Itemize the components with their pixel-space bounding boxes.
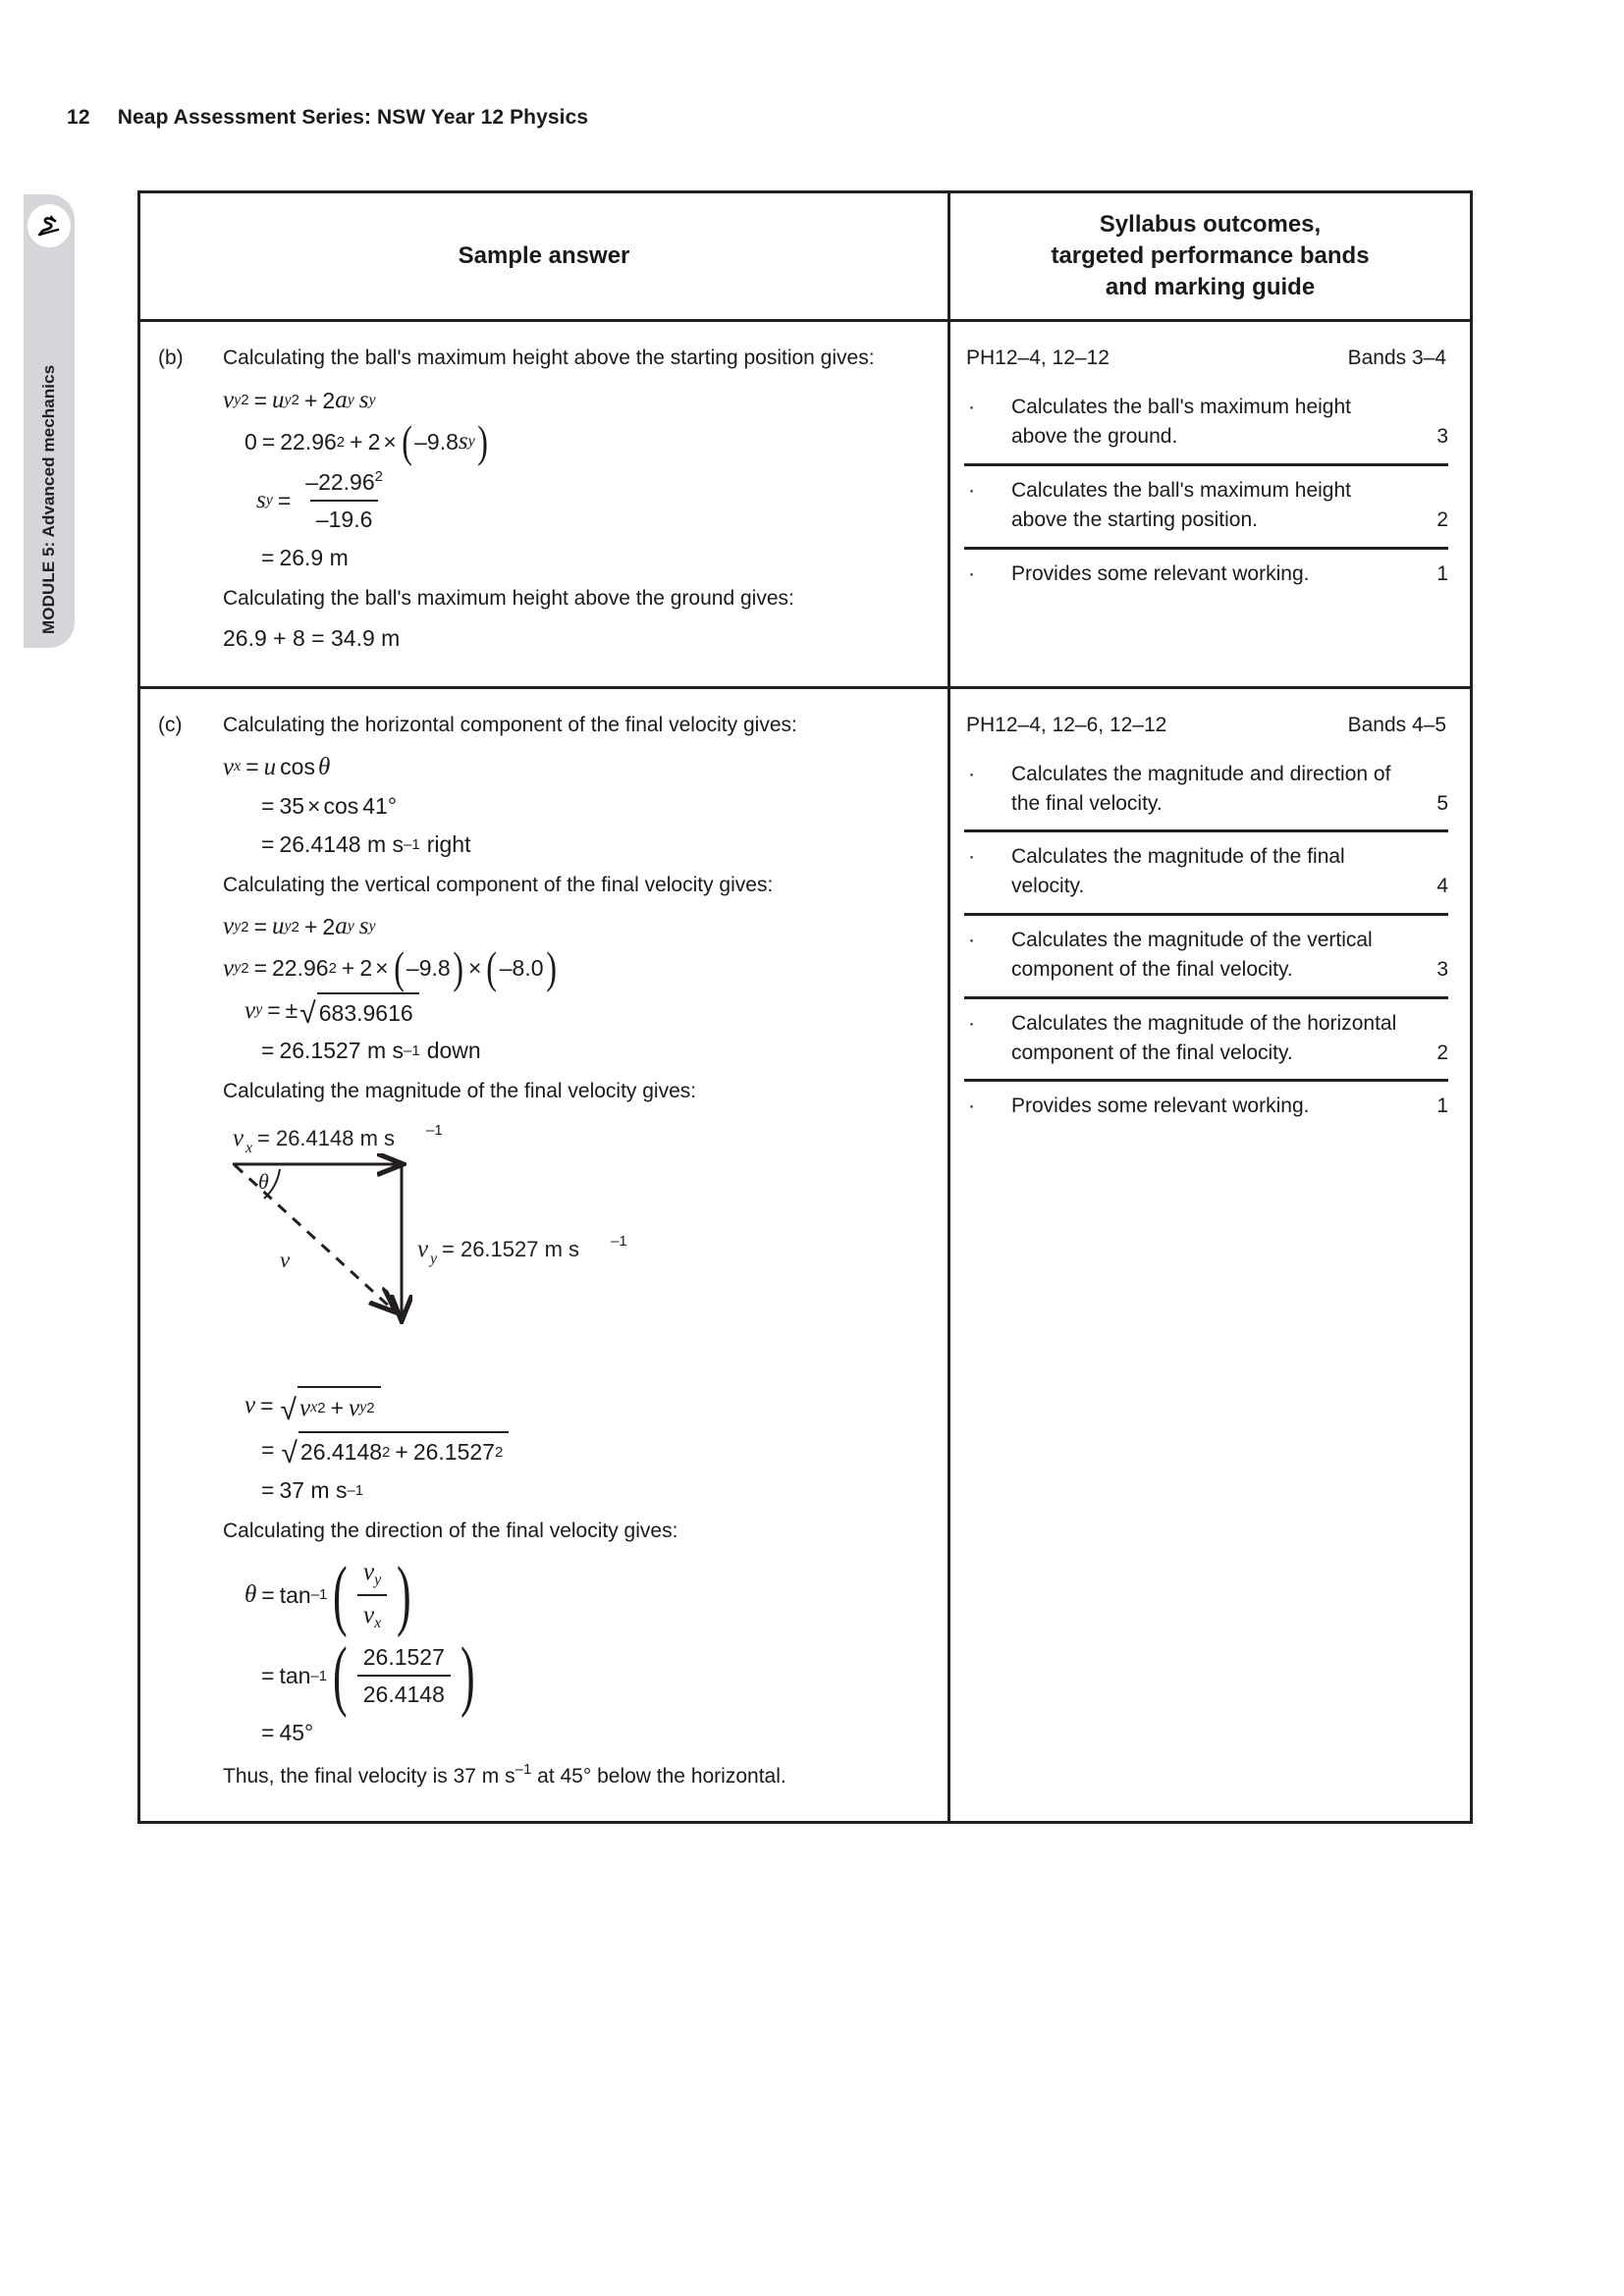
criterion-mark: 5: [1436, 791, 1448, 815]
bullet-icon: ·: [968, 396, 975, 419]
conclusion-part-1: Thus, the final velocity is 37 m s: [223, 1764, 515, 1788]
table-row: [140, 686, 1470, 1821]
equation-vy2: v y 2 = u y 2 + 2 a y s y: [223, 387, 376, 414]
page-header: [67, 106, 588, 130]
paren-open: (: [486, 941, 498, 992]
bullet-icon: ·: [968, 1095, 975, 1118]
bullet-icon: ·: [968, 1011, 975, 1035]
conclusion-part-2: at 45° below the horizontal.: [531, 1764, 786, 1788]
sample-answer-header-label: Sample answer: [458, 242, 630, 270]
answer-cell-b: [140, 322, 947, 686]
performance-bands: Bands 4–5: [1347, 714, 1446, 737]
criterion-text: Calculates the magnitude of the final velocity.: [1011, 845, 1345, 898]
svg-text:–1: –1: [426, 1121, 443, 1139]
equation-vy2: v y 2 = u y 2 + 2 a y s y: [223, 913, 376, 940]
paren-open: (: [333, 1632, 348, 1720]
criterion-text: Calculates the ball's maximum height above the starting position.: [1011, 478, 1351, 531]
paren-close: ): [397, 1552, 411, 1639]
page-title: Neap Assessment Series: NSW Year 12 Physics: [117, 106, 589, 129]
paren-open: (: [333, 1552, 349, 1639]
criterion-mark: 3: [1436, 957, 1448, 981]
equation-vx-substitute: = 35 × cos 41°: [261, 793, 398, 820]
fraction: $\frac{26.1527}{26.4148}$: [357, 1641, 451, 1711]
equation-theta-formula: θ = tan –1 ( $\frac{vy}{vx}$ ): [244, 1552, 411, 1639]
question-label-c: (c): [158, 714, 183, 737]
syllabus-outcomes: PH12–4, 12–12: [966, 347, 1110, 370]
bullet-icon: ·: [968, 929, 975, 952]
equation-v-substitute: = √ 26.4148 2 + 26.1527 2: [223, 1431, 922, 1468]
criterion-text: Provides some relevant working.: [1011, 561, 1310, 585]
equation-vx-result: = 26.4148 m s –1 right: [261, 830, 471, 857]
svg-text:v: v: [417, 1235, 429, 1262]
answers-table: [137, 190, 1473, 1824]
svg-text:= 26.1527 m s: = 26.1527 m s: [442, 1236, 580, 1261]
equation-theta-result: = 45°: [261, 1720, 314, 1746]
outcomes-row: [964, 709, 1448, 750]
paren-open: (: [402, 415, 412, 466]
bullet-icon: ·: [968, 561, 975, 585]
criterion-item: [964, 547, 1448, 601]
conclusion-exponent: –1: [514, 1760, 532, 1778]
fraction: $\frac{-22.962}{-19.6}$: [299, 466, 389, 536]
equation-sy-result: = 26.9 m: [261, 544, 349, 570]
square-root: √ v x 2 + v y 2: [281, 1386, 381, 1426]
module-tab: [24, 194, 75, 648]
syllabus-outcomes: PH12–4, 12–6, 12–12: [966, 714, 1167, 737]
answer-intro-text-2: Calculating the ball's maximum height above the ground gives:: [223, 586, 794, 610]
bullet-icon: ·: [968, 478, 975, 502]
velocity-vector-diagram: [229, 1122, 922, 1376]
equation-vy-result: = 26.1527 m s –1 down: [261, 1038, 481, 1064]
bullet-icon: ·: [968, 762, 975, 785]
header-cell-sample-answer: [140, 193, 950, 319]
paren-close: ): [545, 941, 557, 992]
criterion-mark: 4: [1436, 875, 1448, 898]
answer-intro-text: Calculating the ball's maximum height above the starting position gives:: [223, 347, 875, 370]
equation-theta-substitute: = tan –1 ( $\frac{26.1527}{26.4148}$ ): [261, 1632, 475, 1720]
answer-intro-text-3: Calculating the magnitude of the final velocity gives:: [223, 1080, 697, 1103]
equation-vy2-substitute: v y 2 = 22.96 2 + 2 × ( –9.8 ) × ( –8.0 ): [223, 941, 557, 992]
equation-vx: v x = u cos θ: [223, 753, 331, 780]
equation-substitute: 0 = 22.96 2 + 2 × ( –9.8 s y ): [244, 415, 488, 466]
outcomes-row: [964, 342, 1448, 383]
svg-text:x: x: [245, 1139, 253, 1156]
criterion-item: [964, 463, 1448, 547]
paren-close: ): [452, 941, 463, 992]
criterion-item: [964, 750, 1448, 830]
criterion-mark: 1: [1436, 561, 1448, 585]
criterion-item: [964, 383, 1448, 463]
svg-text:y: y: [430, 1250, 438, 1267]
svg-text:v: v: [233, 1124, 244, 1151]
criterion-mark: 2: [1436, 1041, 1448, 1064]
criterion-item: [964, 996, 1448, 1080]
fraction: $\frac{vy}{vx}$: [357, 1555, 387, 1634]
answer-conclusion: [223, 1759, 922, 1791]
svg-text:= 26.4148 m s: = 26.4148 m s: [257, 1125, 396, 1150]
question-label-b: (b): [158, 347, 184, 370]
marking-cell-c: [950, 689, 1470, 1152]
answer-cell-c: [140, 689, 947, 1821]
neap-logo-icon: [27, 204, 71, 247]
table-header-row: [140, 193, 1470, 319]
answer-intro-text-2: Calculating the vertical component of the final velocity gives:: [223, 873, 774, 896]
answer-intro-text: Calculating the horizontal component of the final velocity gives:: [223, 714, 797, 737]
paren-close: ): [477, 415, 488, 466]
equation-sy-fraction: s y = $\frac{-22.962}{-19.6}$: [223, 466, 922, 536]
square-root: √ 26.4148 2 + 26.1527 2: [281, 1431, 509, 1468]
paren-open: (: [393, 941, 405, 992]
criterion-mark: 1: [1436, 1095, 1448, 1118]
module-tab-label: MODULE 5: Advanced mechanics: [39, 364, 58, 634]
criterion-mark: 3: [1436, 425, 1448, 449]
svg-text:–1: –1: [611, 1232, 627, 1250]
header-cell-syllabus: [950, 193, 1470, 319]
table-row: [140, 319, 1470, 686]
performance-bands: Bands 3–4: [1347, 347, 1446, 370]
criterion-text: Provides some relevant working.: [1011, 1095, 1310, 1118]
answer-intro-text-4: Calculating the direction of the final velocity gives:: [223, 1519, 678, 1542]
criterion-item: [964, 913, 1448, 996]
criterion-mark: 2: [1436, 507, 1448, 531]
paren-close: ): [460, 1632, 475, 1720]
square-root: √ 683.9616: [299, 992, 418, 1030]
page-number: 12: [67, 106, 90, 129]
criterion-item: [964, 829, 1448, 913]
equation-final-height: 26.9 + 8 = 34.9 m: [223, 625, 401, 652]
equation-v-result: = 37 m s –1: [261, 1476, 364, 1503]
bullet-icon: ·: [968, 845, 975, 869]
criterion-text: Calculates the magnitude of the horizontal component of the final velocity.: [1011, 1011, 1397, 1064]
criterion-text: Calculates the magnitude of the vertical component of the final velocity.: [1011, 929, 1373, 981]
criterion-text: Calculates the ball's maximum height above the ground.: [1011, 396, 1351, 449]
marking-cell-b: [950, 322, 1470, 619]
criterion-item: [964, 1079, 1448, 1133]
svg-text:θ: θ: [258, 1168, 269, 1194]
criterion-text: Calculates the magnitude and direction of the final velocity.: [1011, 762, 1391, 815]
equation-v-magnitude: v = √ v x 2 + v y 2: [223, 1386, 922, 1426]
svg-text:v: v: [280, 1247, 291, 1272]
syllabus-header-label: Syllabus outcomes, targeted performance bands and marking guide: [1051, 211, 1370, 301]
equation-vy-sqrt: v y = ± √ 683.9616: [223, 992, 922, 1030]
